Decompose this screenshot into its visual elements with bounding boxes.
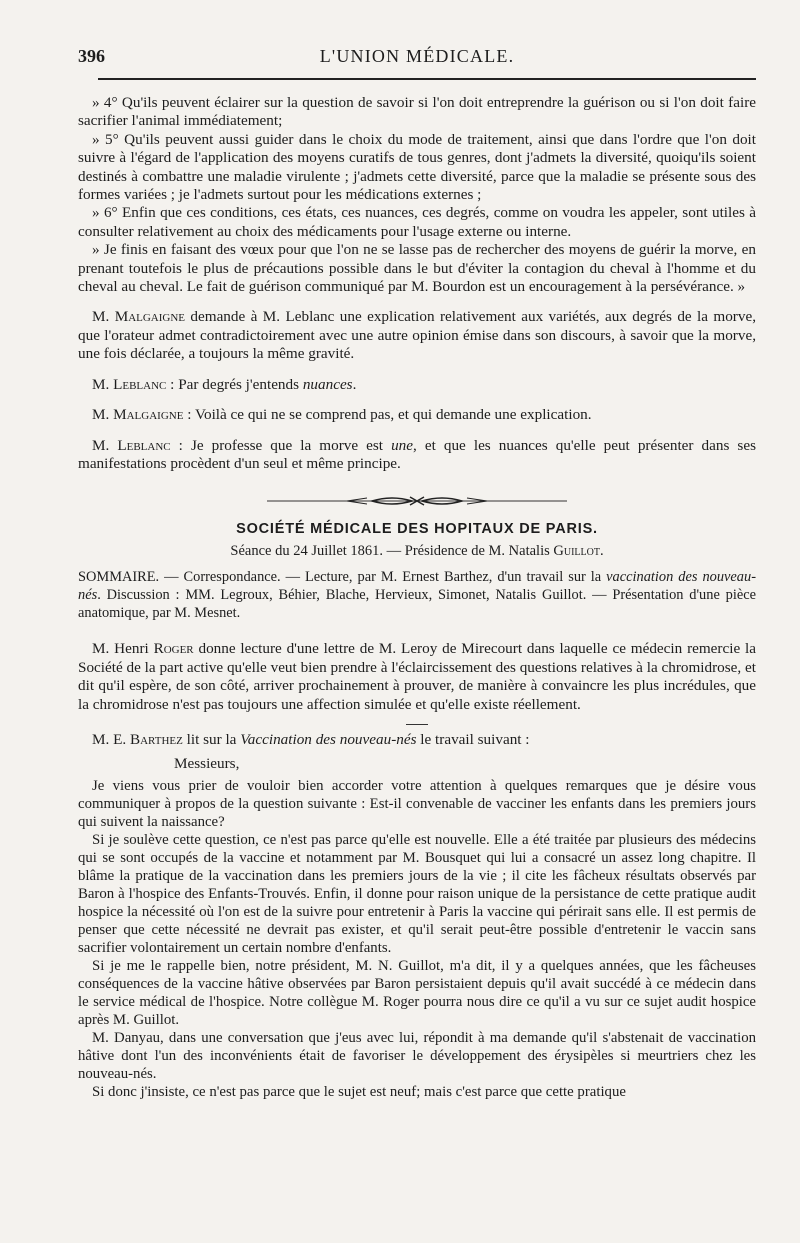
roger-paragraph: M. Henri Roger donne lecture d'une lettre de M. Leroy de Mirecourt dans laquelle ce médecin remercie la Société de la part active qu'elle veut bien prendre à l'éclaircissement des questions relatives à la chromidrose, et dit qu'il espère, de son côté, arriver prochainement à prouver, de manière à convaincre les plus incrédules, que la chromidrose n'est pas toujours une affection simulée et qu'elle existe réellement.	[78, 640, 756, 713]
quote-item-6: » 6° Enfin que ces conditions, ces états, ces nuances, ces degrés, comme on voudra les appeler, sont utiles à consulter relativement au choix des médicaments pour l'usage externe ou interne.	[78, 204, 756, 240]
quote-conclusion: » Je finis en faisant des vœux pour que l'on ne se lasse pas de rechercher des moyens de guérir la morve, en prenant toutefois le plus de précautions possible dans le but d'éviter la contagion du cheval à l'homme et du cheval au cheval. Le fait de guérison communiqué par M. Bourdon est un encouragement à la persévérance. »	[78, 241, 756, 296]
quote-block	[78, 94, 756, 296]
barthez-intro: M. E. Barthez lit sur la Vaccination des nouveau-nés le travail suivant :	[92, 730, 530, 748]
sommaire: SOMMAIRE. — Correspondance. — Lecture, par M. Ernest Barthez, d'un travail sur la vaccination des nouveau-nés. Discussion : MM. Legroux, Béhier, Blache, Hervieux, Simonet, Natalis Guillot. — Présentation d'une pièce anatomique, par M. Mesnet.	[78, 569, 756, 622]
speaker-name: M. Malgaigne	[92, 308, 186, 326]
barthez-paragraph: Je viens vous prier de vouloir bien accorder votre attention à quelques remarques que je désire vous communiquer à propos de la question suivante : Est-il convenable de vacciner les enfants dans les premiers jours qui suivent la naissance?	[78, 778, 756, 831]
barthez-paragraph: Si je soulève cette question, ce n'est pas parce qu'elle est nouvelle. Elle a été traitée par plusieurs des médecins qui se sont occupés de la vaccine et notamment par M. Bousquet qui lui a consacré un assez long chapitre. Il blâme la pratique de la vaccination dans les premiers jours de la vie ; il cite les fâcheux résultats observés par Baron à l'hospice des Enfants-Trouvés. Enfin, il donne pour raison unique de la persistance de cette pratique audit hospice la nécessité où l'on est de la suivre pour entretenir à Paris la vaccine qui périrait sans elle. Il est permis de penser que cette nécessité ne devrait pas exister, et qu'il serait peut-être possible d'entretenir le vaccin sans sacrifier volontairement un certain nombre d'enfants.	[78, 832, 756, 957]
page-number: 396	[78, 46, 105, 66]
header-rule	[98, 78, 756, 80]
barthez-paragraph: Si donc j'insiste, ce n'est pas parce que le sujet est neuf; mais c'est parce que cette pratique	[92, 1084, 626, 1101]
short-rule	[406, 724, 428, 725]
salutation: Messieurs,	[174, 755, 240, 773]
speaker-name: M. Leblanc :	[92, 436, 183, 454]
sommaire-label: SOMMAIRE.	[78, 569, 160, 586]
leblanc-reply-1: M. Leblanc : Par degrés j'entends nuances.	[92, 375, 357, 393]
barthez-text	[78, 777, 756, 1101]
malgaigne-question: M. Malgaigne demande à M. Leblanc une explication relativement aux variétés, aux degrés de la morve, que l'orateur admet contradictoirement avec une autre opinion émise dans son discours, à savoir que la morve, une fois déclarée, a toujours la même gravité.	[78, 308, 756, 363]
seance-line: Séance du 24 Juillet 1861. — Présidence de M. Natalis Guillot.	[230, 543, 604, 560]
barthez-paragraph: Si je me le rappelle bien, notre président, M. N. Guillot, m'a dit, il y a quelques années, que les fâcheuses conséquences de la vaccine hâtive observées par Baron persistaient depuis qu'il avait succédé à ce médecin dans le service médical de l'hospice. Notre collègue M. Roger pourra nous dire ce qu'il a vu sur ce sujet audit hospice après M. Guillot.	[78, 958, 756, 1029]
quote-item-5: » 5° Qu'ils peuvent aussi guider dans le choix du mode de traitement, ainsi que dans l'ordre que l'on doit suivre à l'égard de l'application des moyens curatifs de tous genres, dont j'admets la diversité, quoiqu'ils soient destinés à combattre une maladie virulente ; j'admets cette diversité, parce que la maladie se présente sous des formes variées ; je l'admets surtout pour les médications externes ;	[78, 130, 756, 204]
malgaigne-reply: M. Malgaigne : Voilà ce qui ne se comprend pas, et qui demande une explication.	[92, 406, 592, 424]
speaker-name: M. Malgaigne :	[92, 406, 192, 424]
page-header	[78, 46, 756, 76]
ornamental-divider	[78, 495, 756, 507]
barthez-paragraph: M. Danyau, dans une conversation que j'eus avec lui, répondit à ma demande qu'il s'abstenait de vaccination hâtive dont l'un des inconvénients était de favoriser le développement des érysipèles si meurtriers chez les nouveau-nés.	[78, 1030, 756, 1083]
ornament-icon	[267, 495, 567, 507]
speaker-name: M. Leblanc :	[92, 375, 175, 393]
section-title: SOCIÉTÉ MÉDICALE DES HOPITAUX DE PARIS.	[236, 521, 598, 538]
quote-item-4: » 4° Qu'ils peuvent éclairer sur la question de savoir si l'on doit entreprendre la guérison ou si l'on doit faire sacrifier l'animal immédiatement;	[78, 94, 756, 130]
running-title: L'UNION MÉDICALE.	[319, 46, 515, 66]
leblanc-reply-2: M. Leblanc : Je professe que la morve est une, et que les nuances qu'elle peut présenter dans ses manifestations procèdent d'un seul et même principe.	[78, 436, 756, 472]
